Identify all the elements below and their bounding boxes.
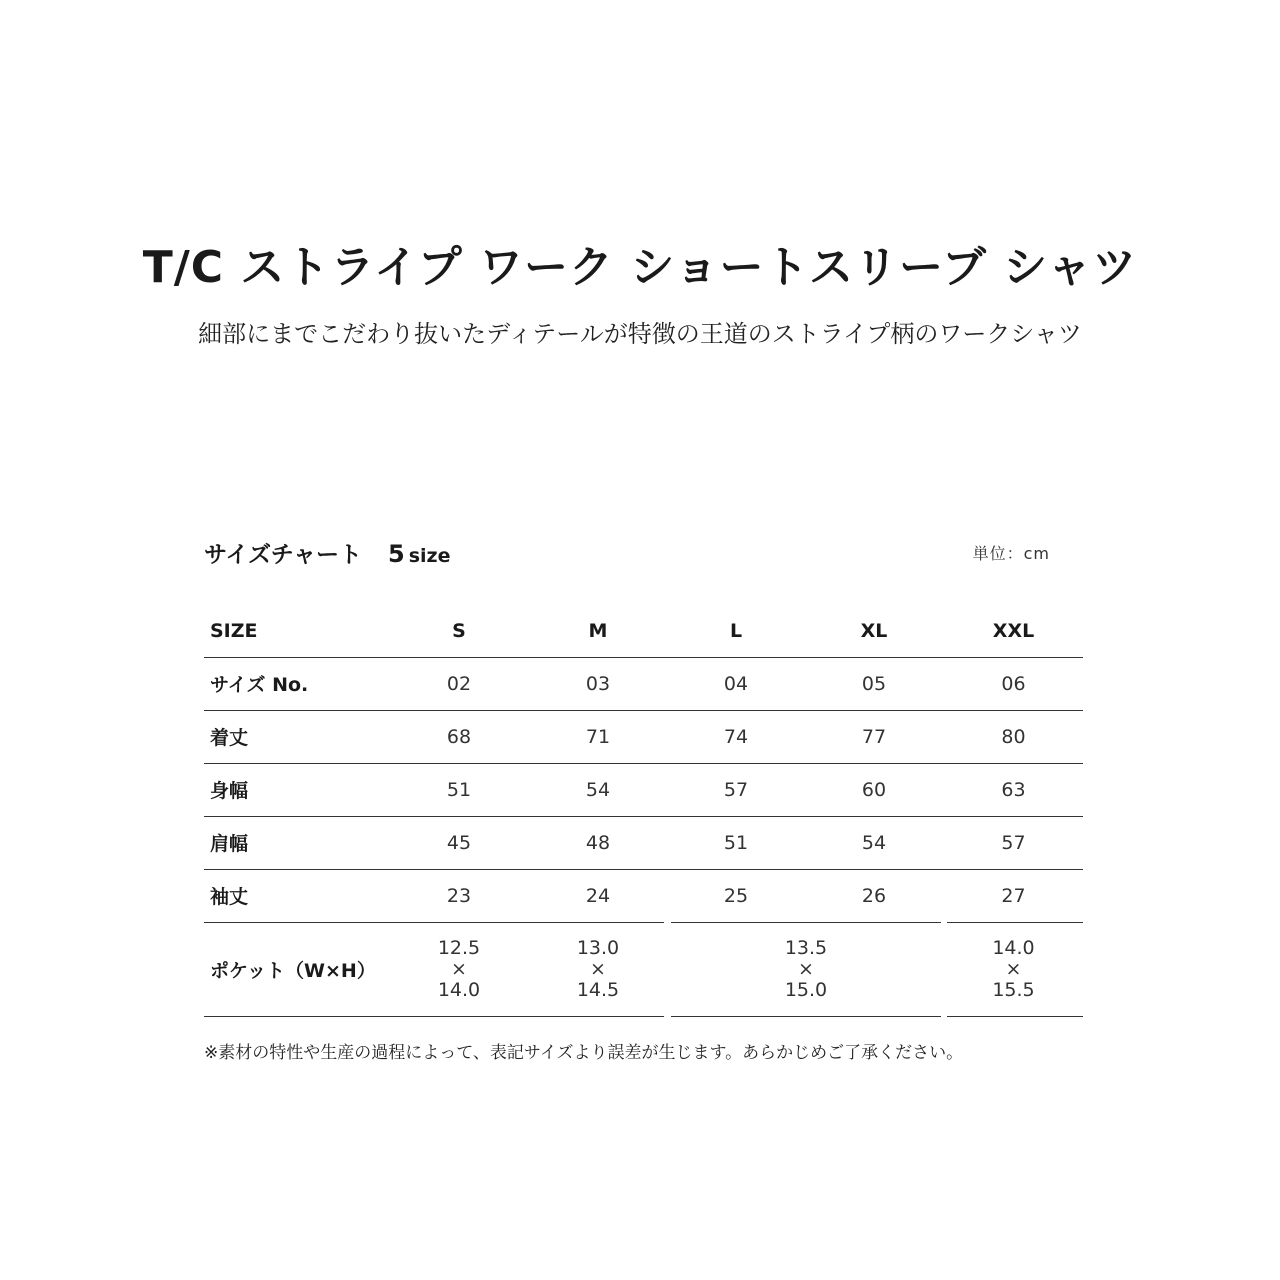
table-cell: 80 xyxy=(1001,725,1026,748)
table-row-pocket xyxy=(204,922,1083,1016)
table-cell: 45 xyxy=(446,831,472,854)
table-cell: 48 xyxy=(585,831,611,854)
table-cell: 02 xyxy=(446,672,472,695)
table-cell: 06 xyxy=(1001,672,1026,695)
header-size-s: S xyxy=(452,619,466,642)
table-cell: 77 xyxy=(861,725,887,748)
size-chart-heading xyxy=(204,536,451,574)
pocket-cell-m xyxy=(529,922,667,1016)
table-cell: 25 xyxy=(723,884,749,907)
size-table xyxy=(204,604,1083,1016)
table-cell: 57 xyxy=(723,778,749,801)
table-row-sleeve-length xyxy=(204,869,1083,922)
size-disclaimer: ※素材の特性や生産の過程によって、表記サイズより誤差が生じます。あらかじめご了承ください。 xyxy=(204,1043,964,1063)
pocket-height: 15.0 xyxy=(784,978,828,1001)
table-cell: 23 xyxy=(446,884,472,907)
pocket-times: × xyxy=(590,957,606,980)
table-cell: 54 xyxy=(585,778,611,801)
table-divider xyxy=(947,1016,1083,1017)
size-chart-heading-text: サイズチャート xyxy=(204,542,363,568)
table-cell: 05 xyxy=(861,672,887,695)
table-row-body-width xyxy=(204,763,1083,816)
table-cell: 03 xyxy=(585,672,611,695)
table-header-row xyxy=(204,604,1083,657)
table-cell: 54 xyxy=(861,831,887,854)
size-count-word: size xyxy=(408,545,451,567)
header-size-xxl: XXL xyxy=(992,619,1035,642)
pocket-cell-s xyxy=(390,922,528,1016)
row-label: 肩幅 xyxy=(210,833,249,855)
pocket-width: 14.0 xyxy=(992,936,1035,959)
product-description: 細部にまでこだわり抜いたディテールが特徴の王道のストライプ柄のワークシャツ xyxy=(198,320,1082,348)
header-size-xl: XL xyxy=(860,619,888,642)
header-size-l: L xyxy=(729,619,743,642)
table-cell: 57 xyxy=(1001,831,1026,854)
pocket-cell-l-xl xyxy=(671,922,941,1016)
size-count: 5 xyxy=(388,540,405,568)
row-label: 袖丈 xyxy=(210,886,249,908)
pocket-times: × xyxy=(451,957,467,980)
table-cell: 27 xyxy=(1001,884,1026,907)
row-label: ポケット（W×H） xyxy=(210,959,376,982)
pocket-times: × xyxy=(798,957,814,980)
table-cell: 51 xyxy=(446,778,472,801)
pocket-width: 12.5 xyxy=(437,936,481,959)
table-row-shoulder-width xyxy=(204,816,1083,869)
row-label: サイズ No. xyxy=(210,674,309,696)
table-cell: 04 xyxy=(723,672,749,695)
table-divider xyxy=(204,1016,664,1017)
table-cell: 68 xyxy=(446,725,472,748)
table-cell: 74 xyxy=(723,725,749,748)
table-row-size-no xyxy=(204,657,1083,710)
header-label: SIZE xyxy=(210,619,258,642)
pocket-cell-xxl xyxy=(944,922,1083,1016)
pocket-height: 14.0 xyxy=(437,978,481,1001)
row-label: 着丈 xyxy=(210,727,249,749)
table-row-length xyxy=(204,710,1083,763)
table-cell: 63 xyxy=(1001,778,1026,801)
pocket-width: 13.5 xyxy=(784,936,828,959)
table-divider xyxy=(671,1016,941,1017)
pocket-height: 15.5 xyxy=(992,978,1035,1001)
table-cell: 24 xyxy=(585,884,611,907)
table-cell: 60 xyxy=(861,778,887,801)
table-cell: 71 xyxy=(585,725,611,748)
unit-label: 単位：cm xyxy=(972,544,1050,563)
pocket-width: 13.0 xyxy=(576,936,620,959)
product-title: T/C ストライプ ワーク ショートスリーブ シャツ xyxy=(142,242,1138,293)
table-cell: 26 xyxy=(861,884,887,907)
table-cell: 51 xyxy=(723,831,749,854)
row-label: 身幅 xyxy=(210,780,249,802)
header-size-m: M xyxy=(588,619,608,642)
pocket-height: 14.5 xyxy=(576,978,620,1001)
pocket-times: × xyxy=(1005,957,1022,980)
